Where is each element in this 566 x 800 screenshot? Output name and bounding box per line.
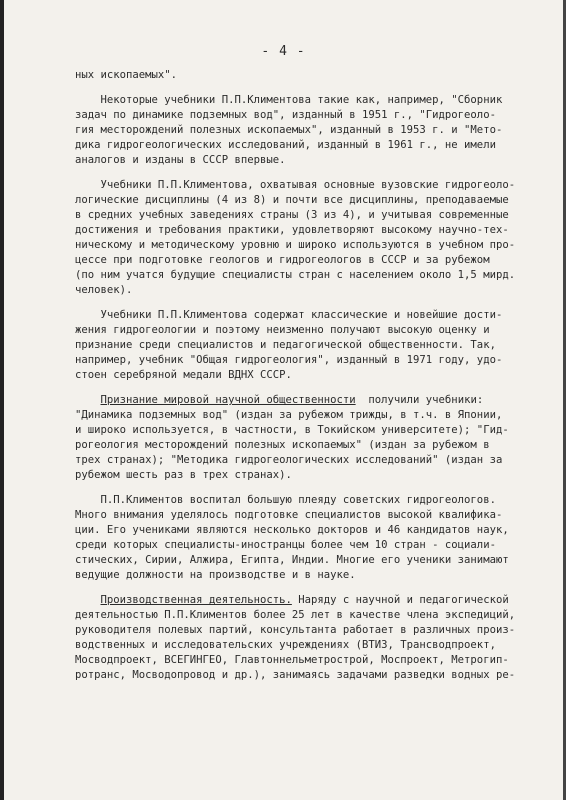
text-line [75, 153, 530, 168]
text-segment: ротранс, Мосводопровод и др.), занимаясь задачами разведки водных ре- [75, 668, 516, 681]
text-segment: ведущие должности на производстве и в науке. [75, 568, 356, 581]
text-line [75, 493, 530, 508]
paragraph [75, 178, 530, 297]
text-line [75, 438, 530, 453]
text-segment: руководителя полевых партий, консультанта работает в различных произ- [75, 623, 516, 636]
text-line [75, 238, 530, 253]
text-line [75, 523, 530, 538]
text-segment: стических, Сирии, Алжира, Египта, Индии. Многие его ученики занимают [75, 553, 509, 566]
text-line [75, 568, 530, 583]
text-segment: Много внимания уделялось подготовке специалистов высокой квалифика- [75, 509, 503, 522]
text-segment: человек). [75, 283, 133, 296]
text-segment: П.П.Климентов воспитал большую плеяду советских гидрогеологов. [75, 494, 496, 507]
text-segment [75, 594, 101, 606]
text-line [75, 93, 530, 108]
text-line [75, 668, 530, 683]
text-line [75, 323, 530, 338]
text-line [75, 393, 530, 408]
text-segment: Учебники П.П.Климентова содержат классические и новейшие дости- [75, 309, 503, 322]
text-line [75, 653, 530, 668]
text-line [75, 208, 530, 223]
underlined-heading: Признание мировой научной общественности [100, 394, 356, 407]
text-segment: аналогов и изданы в СССР впервые. [75, 154, 286, 167]
text-line [75, 338, 530, 353]
text-segment: получили учебники: [355, 394, 484, 407]
text-line [75, 283, 530, 298]
text-segment: дика гидрогеологических исследований, изданный в 1961 г., не имели [75, 139, 496, 152]
text-line [75, 353, 530, 368]
text-segment [75, 394, 101, 406]
text-line [75, 408, 530, 423]
paragraph [75, 68, 530, 83]
text-segment: "Динамика подземных вод" (издан за рубежом трижды, в т.ч. в Японии, [75, 409, 503, 422]
text-line [75, 253, 530, 268]
text-line [75, 223, 530, 238]
page-number: - 4 - [261, 44, 306, 59]
text-segment: цессе при подготовке геологов и гидрогеологов в СССР и за рубежом [75, 253, 490, 266]
paragraph [75, 493, 530, 582]
text-line [75, 178, 530, 193]
text-line [75, 453, 530, 468]
text-line [75, 368, 530, 383]
text-line [75, 623, 530, 638]
paragraph [75, 93, 530, 168]
paragraph [75, 308, 530, 383]
text-segment: стоен серебряной медали ВДНХ СССР. [75, 368, 292, 381]
document-body [75, 68, 530, 693]
text-line [75, 268, 530, 283]
text-line [75, 468, 530, 483]
text-line [75, 593, 530, 608]
text-line [75, 608, 530, 623]
text-line [75, 193, 530, 208]
text-line [75, 553, 530, 568]
text-line [75, 508, 530, 523]
text-segment: логические дисциплины (4 из 8) и почти все дисциплины, преподаваемые [75, 194, 509, 207]
underlined-heading: Производственная деятельность. [100, 594, 292, 607]
text-line [75, 538, 530, 553]
text-line [75, 123, 530, 138]
text-segment: и широко используется, в частности, в Токийском университете); "Гид- [75, 424, 509, 437]
paragraph [75, 593, 530, 682]
text-line [75, 138, 530, 153]
text-segment: рогеология месторождений полезных ископаемых" (издан за рубежом в [75, 438, 490, 451]
paragraph [75, 393, 530, 482]
text-segment: рубежом шесть раз в трех странах). [75, 468, 292, 481]
text-segment: задач по динамике подземных вод", изданный в 1951 г., "Гидрогеоло- [75, 109, 496, 122]
text-segment: например, учебник "Общая гидрогеология", изданный в 1971 году, удо- [75, 353, 503, 366]
text-segment: (по ним учатся будущие специалисты стран с населением около 1,5 мирд. [75, 268, 516, 281]
text-segment: ных ископаемых". [75, 69, 178, 81]
text-segment: Некоторые учебники П.П.Климентова такие как, например, "Сборник [75, 94, 503, 107]
text-line [75, 638, 530, 653]
text-line [75, 423, 530, 438]
text-segment: деятельностью П.П.Климентов более 25 лет в качестве члена экспедиций, [75, 609, 516, 621]
text-segment: среди которых специалисты-иностранцы более чем 10 стран - социали- [75, 538, 496, 551]
text-segment: гия месторождений полезных ископаемых", изданный в 1953 г. и "Мето- [75, 124, 503, 137]
text-segment: водственных и исследовательских учреждениях (ВТИЗ, Трансводпроект, [75, 638, 496, 651]
text-segment: признание среди специалистов и педагогической общественности. Так, [75, 339, 496, 351]
text-line [75, 108, 530, 123]
text-segment: Учебники П.П.Климентова, охватывая основные вузовские гидрогеоло- [75, 179, 516, 192]
text-segment: ции. Его учениками являются несколько докторов и 46 кандидатов наук, [75, 523, 509, 536]
text-segment: Наряду с научной и педагогической [291, 594, 509, 607]
text-segment: жения гидрогеологии и поэтому неизменно получают высокую оценку и [75, 324, 490, 337]
text-line [75, 68, 530, 83]
text-segment: трех странах); "Методика гидрогеологических исследований" (издан за [75, 453, 503, 466]
text-segment: в средних учебных заведениях страны (3 из 4), и учитывая современные [75, 209, 509, 222]
text-segment: ническому и методическому уровню и широко используются в учебном про- [75, 239, 516, 252]
text-segment: достижения и требования практики, удовлетворяют высокому научно-тех- [75, 224, 509, 237]
text-segment: Мосводпроект, ВСЕГИНГЕО, Главтоннельметрострой, Моспроект, Метрогип- [75, 653, 509, 666]
text-line [75, 308, 530, 323]
